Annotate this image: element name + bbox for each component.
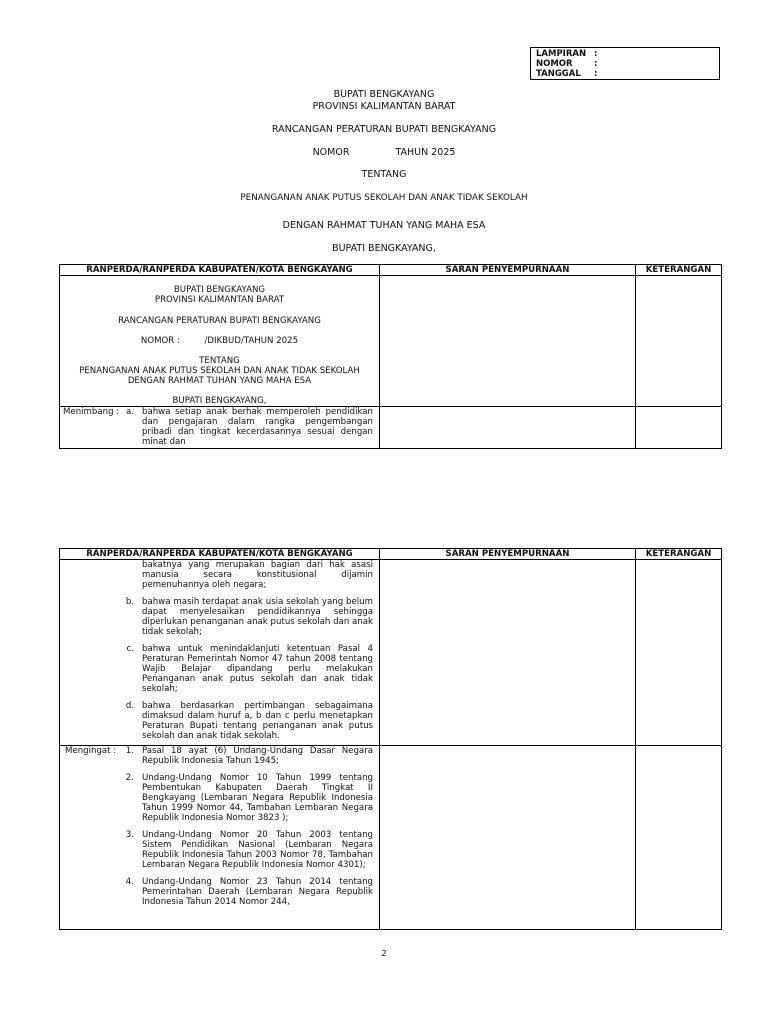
saran-cell (380, 560, 636, 746)
item-marker: c. (126, 644, 134, 654)
keterangan-cell (636, 560, 722, 746)
lampiran-row (536, 49, 714, 59)
header-rahmat: DENGAN RAHMAT TUHAN YANG MAHA ESA (282, 220, 486, 231)
lampiran-sep: : (594, 49, 598, 59)
ranperda-cell (60, 560, 380, 746)
header-rancangan: RANCANGAN PERATURAN BUPATI BENGKAYANG (271, 124, 497, 135)
item-text: Pasal 18 ayat (6) Undang-Undang Dasar Negara Republik Indonesia Tahun 1945; (142, 746, 373, 766)
draft-tentang: TENTANG (199, 356, 240, 366)
list-item (120, 746, 373, 766)
menimbang-row (60, 407, 379, 447)
header-nomor-line (0, 147, 768, 158)
item-text: Undang-Undang Nomor 23 Tahun 2014 tentang Pemerintahan Daerah (Lembaran Negara Republik Indonesia Tahun 2014 Nomor 244, (142, 877, 373, 907)
menimbang-label: Menimbang : (63, 407, 120, 417)
item-text: Undang-Undang Nomor 20 Tahun 2003 tentang Sistem Pendidikan Nasional (Lembaran Negara Republik Indonesia Tahun 2003 Nomor 78, Tambahan Lembaran Negara Republik Indonesia Nomor 4301); (142, 830, 373, 870)
header-tahun: TAHUN 2025 (395, 147, 456, 158)
ranperda-cell (60, 276, 380, 407)
list-item (120, 773, 373, 823)
header-subject: PENANGANAN ANAK PUTUS SEKOLAH DAN ANAK TIDAK SEKOLAH (240, 193, 528, 203)
keterangan-cell (636, 746, 722, 930)
review-table-2 (59, 548, 722, 930)
list-item (120, 830, 373, 870)
item-marker: d. (125, 701, 134, 711)
table-row (60, 746, 722, 930)
draft-rancangan: RANCANGAN PERATURAN BUPATI BENGKAYANG (118, 316, 321, 326)
header-bupati-sign: BUPATI BENGKAYANG, (332, 243, 436, 254)
table-header-row (60, 265, 722, 276)
draft-subject: PENANGANAN ANAK PUTUS SEKOLAH DAN ANAK TIDAK SEKOLAH (79, 366, 360, 376)
keterangan-cell (636, 276, 722, 407)
table-row (60, 276, 722, 407)
col-ranperda-header: RANPERDA/RANPERDA KABUPATEN/KOTA BENGKAYANG (60, 265, 380, 276)
draft-nomor: NOMOR : /DIKBUD/TAHUN 2025 (140, 336, 299, 346)
page-number: 2 (381, 949, 387, 958)
col-keterangan-header: KETERANGAN (636, 549, 722, 560)
item-marker: 2. (125, 773, 134, 783)
ranperda-cell (60, 407, 380, 449)
list-item (120, 560, 373, 590)
list-item (120, 644, 373, 694)
col-saran-header: SARAN PENYEMPURNAAN (380, 549, 636, 560)
draft-bupati-sign: BUPATI BENGKAYANG, (172, 396, 267, 406)
table-header-row (60, 549, 722, 560)
nomor-row (536, 59, 714, 69)
lampiran-label: LAMPIRAN (536, 49, 587, 59)
table-row (60, 560, 722, 746)
keterangan-cell (636, 407, 722, 449)
header-provinsi: PROVINSI KALIMANTAN BARAT (312, 101, 456, 112)
nomor-label: NOMOR (536, 59, 573, 69)
list-item (120, 597, 373, 637)
item-text: Undang-Undang Nomor 10 Tahun 1999 tentang Pembentukan Kabupaten Daerah Tingkat II Bengkayang (Lembaran Negara Republik Indonesia Tahun 1999 Nomor 44, Tambahan Lembaran Negara Republik Indonesia Nomor 3823 ); (142, 773, 373, 823)
item-text: bahwa setiap anak berhak memperoleh pendidikan dan pengajaran dalam rangka pengembangan pribadi dan tingkat kecerdasannya sesuai dengan minat dan (142, 407, 373, 447)
tanggal-label: TANGGAL (536, 69, 581, 79)
mengingat-row (60, 746, 379, 907)
tanggal-row (536, 69, 714, 79)
draft-rahmat: DENGAN RAHMAT TUHAN YANG MAHA ESA (127, 376, 312, 386)
lampiran-box (530, 47, 720, 80)
tanggal-sep: : (594, 69, 598, 79)
table-row (60, 407, 722, 449)
item-text: bahwa masih terdapat anak usia sekolah yang belum dapat menyelesaikan pendidikannya sehingga diperlukan penanganan anak putus sekolah dan anak tidak sekolah; (142, 597, 373, 637)
list-item (120, 877, 373, 907)
list-item (120, 407, 373, 447)
saran-cell (380, 746, 636, 930)
saran-cell (380, 407, 636, 449)
item-text: bahwa untuk menindaklanjuti ketentuan Pasal 4 Peraturan Pemerintah Nomor 47 tahun 2008 tentang Wajib Belajar dipandang perlu melakukan Penanganan anak putus sekolah dan anak tidak sekolah; (142, 644, 373, 694)
review-table-1 (59, 264, 722, 449)
ranperda-cell (60, 746, 380, 930)
item-marker: b. (125, 597, 134, 607)
header-tentang: TENTANG (361, 169, 407, 180)
saran-cell (380, 276, 636, 407)
header-bupati: BUPATI BENGKAYANG (333, 89, 435, 100)
item-marker: a. (126, 407, 134, 417)
header-nomor: NOMOR (312, 147, 350, 158)
draft-header-block (60, 276, 379, 406)
col-saran-header: SARAN PENYEMPURNAAN (380, 265, 636, 276)
item-marker: 3. (125, 830, 134, 840)
list-item (120, 701, 373, 741)
item-text: bahwa berdasarkan pertimbangan sebagaimana dimaksud dalam huruf a, b dan c perlu menetapkan Peraturan Bupati tentang penanganan anak putus sekolah dan anak tidak sekolah. (142, 701, 373, 741)
col-ranperda-header: RANPERDA/RANPERDA KABUPATEN/KOTA BENGKAYANG (60, 549, 380, 560)
mengingat-label: Mengingat : (65, 746, 117, 756)
draft-provinsi: PROVINSI KALIMANTAN BARAT (154, 295, 285, 305)
item-text: bakatnya yang merupakan bagian dari hak asasi manusia secara konstitusional dijamin pemenuhannya oleh negara; (142, 560, 373, 590)
draft-bupati: BUPATI BENGKAYANG (173, 285, 266, 295)
item-marker: 1. (125, 746, 134, 756)
nomor-sep: : (594, 59, 598, 69)
col-keterangan-header: KETERANGAN (636, 265, 722, 276)
item-marker: 4. (125, 877, 134, 887)
